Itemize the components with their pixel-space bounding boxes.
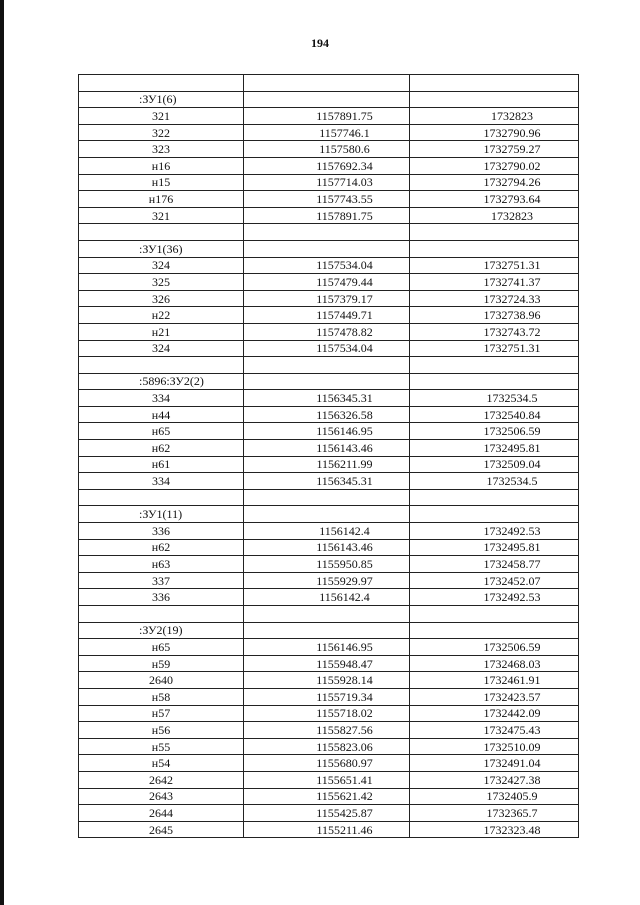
x-coordinate-cell: 1157479.44 [244, 274, 410, 291]
x-coordinate-cell: 1155929.97 [244, 572, 410, 589]
table-row [79, 738, 579, 755]
section-label-row [79, 373, 579, 390]
x-coordinate-cell: 1157891.75 [244, 108, 410, 125]
empty-cell [244, 91, 410, 108]
table-row [79, 157, 579, 174]
x-coordinate-cell: 1156326.58 [244, 406, 410, 423]
empty-cell [410, 373, 579, 390]
point-id-cell: 334 [79, 473, 244, 490]
section-label-row [79, 91, 579, 108]
point-id-cell: н55 [79, 738, 244, 755]
y-coordinate-cell: 1732492.53 [410, 589, 579, 606]
table-row [79, 788, 579, 805]
table-row [79, 722, 579, 739]
empty-cell [244, 606, 410, 623]
y-coordinate-cell: 1732492.53 [410, 523, 579, 540]
x-coordinate-cell: 1156345.31 [244, 390, 410, 407]
empty-cell [244, 622, 410, 639]
y-coordinate-cell: 1732510.09 [410, 738, 579, 755]
y-coordinate-cell: 1732540.84 [410, 406, 579, 423]
empty-cell [410, 622, 579, 639]
x-coordinate-cell: 1157714.03 [244, 174, 410, 191]
point-id-cell: н44 [79, 406, 244, 423]
point-id-cell: 2643 [79, 788, 244, 805]
y-coordinate-cell: 1732738.96 [410, 307, 579, 324]
y-coordinate-cell: 1732790.96 [410, 124, 579, 141]
section-label-row [79, 622, 579, 639]
y-coordinate-cell: 1732323.48 [410, 821, 579, 838]
point-id-cell: 2644 [79, 805, 244, 822]
empty-cell [79, 224, 244, 241]
y-coordinate-cell: 1732461.91 [410, 672, 579, 689]
empty-cell [244, 224, 410, 241]
empty-cell [410, 75, 579, 92]
point-id-cell: н56 [79, 722, 244, 739]
empty-cell [244, 357, 410, 374]
empty-cell [79, 606, 244, 623]
point-id-cell: н15 [79, 174, 244, 191]
point-id-cell: н16 [79, 157, 244, 174]
table-row [79, 340, 579, 357]
table-row [79, 423, 579, 440]
point-id-cell: н57 [79, 705, 244, 722]
point-id-cell: н59 [79, 655, 244, 672]
scan-edge-bar [0, 0, 4, 905]
y-coordinate-cell: 1732452.07 [410, 572, 579, 589]
y-coordinate-cell: 1732506.59 [410, 423, 579, 440]
x-coordinate-cell: 1157743.55 [244, 191, 410, 208]
table-row [79, 755, 579, 772]
point-id-cell: 322 [79, 124, 244, 141]
coordinates-table-body [79, 75, 579, 838]
y-coordinate-cell: 1732468.03 [410, 655, 579, 672]
section-label: :ЗУ1(11) [79, 506, 244, 523]
empty-cell [79, 75, 244, 92]
point-id-cell: 2642 [79, 771, 244, 788]
point-id-cell: н61 [79, 456, 244, 473]
y-coordinate-cell: 1732495.81 [410, 539, 579, 556]
empty-cell [244, 489, 410, 506]
empty-cell [244, 240, 410, 257]
section-label-row [79, 506, 579, 523]
table-row [79, 705, 579, 722]
x-coordinate-cell: 1156143.46 [244, 539, 410, 556]
empty-row [79, 357, 579, 374]
empty-cell [79, 489, 244, 506]
point-id-cell: 323 [79, 141, 244, 158]
x-coordinate-cell: 1156142.4 [244, 523, 410, 540]
coordinates-table [78, 74, 579, 838]
section-label: :5896:ЗУ2(2) [79, 373, 244, 390]
x-coordinate-cell: 1155718.02 [244, 705, 410, 722]
table-row [79, 390, 579, 407]
point-id-cell: н54 [79, 755, 244, 772]
point-id-cell: 321 [79, 207, 244, 224]
section-label-row [79, 240, 579, 257]
x-coordinate-cell: 1156211.99 [244, 456, 410, 473]
point-id-cell: н63 [79, 556, 244, 573]
table-row [79, 406, 579, 423]
table-row [79, 440, 579, 457]
y-coordinate-cell: 1732751.31 [410, 257, 579, 274]
empty-row [79, 224, 579, 241]
empty-cell [244, 506, 410, 523]
y-coordinate-cell: 1732793.64 [410, 191, 579, 208]
y-coordinate-cell: 1732495.81 [410, 440, 579, 457]
x-coordinate-cell: 1155621.42 [244, 788, 410, 805]
empty-cell [79, 357, 244, 374]
table-row [79, 556, 579, 573]
y-coordinate-cell: 1732743.72 [410, 323, 579, 340]
table-row [79, 257, 579, 274]
x-coordinate-cell: 1156146.95 [244, 639, 410, 656]
y-coordinate-cell: 1732534.5 [410, 473, 579, 490]
point-id-cell: 337 [79, 572, 244, 589]
table-row [79, 141, 579, 158]
table-row [79, 539, 579, 556]
y-coordinate-cell: 1732491.04 [410, 755, 579, 772]
table-row [79, 672, 579, 689]
table-row [79, 821, 579, 838]
table-row [79, 274, 579, 291]
section-label: :ЗУ2(19) [79, 622, 244, 639]
empty-cell [410, 91, 579, 108]
x-coordinate-cell: 1157534.04 [244, 340, 410, 357]
point-id-cell: 326 [79, 290, 244, 307]
point-id-cell: н62 [79, 440, 244, 457]
y-coordinate-cell: 1732506.59 [410, 639, 579, 656]
point-id-cell: н62 [79, 539, 244, 556]
x-coordinate-cell: 1155211.46 [244, 821, 410, 838]
x-coordinate-cell: 1157449.71 [244, 307, 410, 324]
x-coordinate-cell: 1156345.31 [244, 473, 410, 490]
table-row [79, 323, 579, 340]
table-row [79, 108, 579, 125]
empty-row [79, 75, 579, 92]
y-coordinate-cell: 1732790.02 [410, 157, 579, 174]
point-id-cell: 2640 [79, 672, 244, 689]
table-row [79, 174, 579, 191]
x-coordinate-cell: 1156146.95 [244, 423, 410, 440]
empty-cell [410, 357, 579, 374]
table-row [79, 191, 579, 208]
section-label: :ЗУ1(36) [79, 240, 244, 257]
table-row [79, 473, 579, 490]
x-coordinate-cell: 1156143.46 [244, 440, 410, 457]
empty-cell [410, 606, 579, 623]
x-coordinate-cell: 1157746.1 [244, 124, 410, 141]
x-coordinate-cell: 1156142.4 [244, 589, 410, 606]
y-coordinate-cell: 1732405.9 [410, 788, 579, 805]
empty-row [79, 489, 579, 506]
y-coordinate-cell: 1732823 [410, 207, 579, 224]
y-coordinate-cell: 1732741.37 [410, 274, 579, 291]
table-row [79, 572, 579, 589]
empty-row [79, 606, 579, 623]
empty-cell [244, 373, 410, 390]
empty-cell [410, 506, 579, 523]
x-coordinate-cell: 1155425.87 [244, 805, 410, 822]
point-id-cell: 324 [79, 257, 244, 274]
point-id-cell: 336 [79, 589, 244, 606]
empty-cell [410, 224, 579, 241]
x-coordinate-cell: 1157580.6 [244, 141, 410, 158]
point-id-cell: н22 [79, 307, 244, 324]
point-id-cell: 324 [79, 340, 244, 357]
empty-cell [410, 489, 579, 506]
x-coordinate-cell: 1155948.47 [244, 655, 410, 672]
y-coordinate-cell: 1732365.7 [410, 805, 579, 822]
point-id-cell: н21 [79, 323, 244, 340]
table-row [79, 639, 579, 656]
y-coordinate-cell: 1732442.09 [410, 705, 579, 722]
x-coordinate-cell: 1155928.14 [244, 672, 410, 689]
point-id-cell: 321 [79, 108, 244, 125]
y-coordinate-cell: 1732423.57 [410, 688, 579, 705]
table-row [79, 688, 579, 705]
empty-cell [244, 75, 410, 92]
y-coordinate-cell: 1732509.04 [410, 456, 579, 473]
x-coordinate-cell: 1155651.41 [244, 771, 410, 788]
y-coordinate-cell: 1732823 [410, 108, 579, 125]
table-row [79, 805, 579, 822]
point-id-cell: н58 [79, 688, 244, 705]
point-id-cell: 325 [79, 274, 244, 291]
x-coordinate-cell: 1157891.75 [244, 207, 410, 224]
y-coordinate-cell: 1732751.31 [410, 340, 579, 357]
point-id-cell: н65 [79, 639, 244, 656]
y-coordinate-cell: 1732458.77 [410, 556, 579, 573]
x-coordinate-cell: 1157379.17 [244, 290, 410, 307]
table-row [79, 589, 579, 606]
y-coordinate-cell: 1732534.5 [410, 390, 579, 407]
x-coordinate-cell: 1155719.34 [244, 688, 410, 705]
table-row [79, 523, 579, 540]
x-coordinate-cell: 1155950.85 [244, 556, 410, 573]
x-coordinate-cell: 1155823.06 [244, 738, 410, 755]
point-id-cell: 2645 [79, 821, 244, 838]
empty-cell [410, 240, 579, 257]
table-row [79, 124, 579, 141]
page-number: 194 [311, 36, 329, 50]
table-row [79, 307, 579, 324]
y-coordinate-cell: 1732759.27 [410, 141, 579, 158]
point-id-cell: 334 [79, 390, 244, 407]
x-coordinate-cell: 1157478.82 [244, 323, 410, 340]
y-coordinate-cell: 1732794.26 [410, 174, 579, 191]
x-coordinate-cell: 1155827.56 [244, 722, 410, 739]
y-coordinate-cell: 1732427.38 [410, 771, 579, 788]
section-label: :ЗУ1(6) [79, 91, 244, 108]
table-row [79, 771, 579, 788]
table-row [79, 290, 579, 307]
table-row [79, 456, 579, 473]
point-id-cell: 336 [79, 523, 244, 540]
x-coordinate-cell: 1157534.04 [244, 257, 410, 274]
x-coordinate-cell: 1155680.97 [244, 755, 410, 772]
x-coordinate-cell: 1157692.34 [244, 157, 410, 174]
y-coordinate-cell: 1732475.43 [410, 722, 579, 739]
point-id-cell: н176 [79, 191, 244, 208]
point-id-cell: н65 [79, 423, 244, 440]
table-row [79, 655, 579, 672]
table-row [79, 207, 579, 224]
y-coordinate-cell: 1732724.33 [410, 290, 579, 307]
